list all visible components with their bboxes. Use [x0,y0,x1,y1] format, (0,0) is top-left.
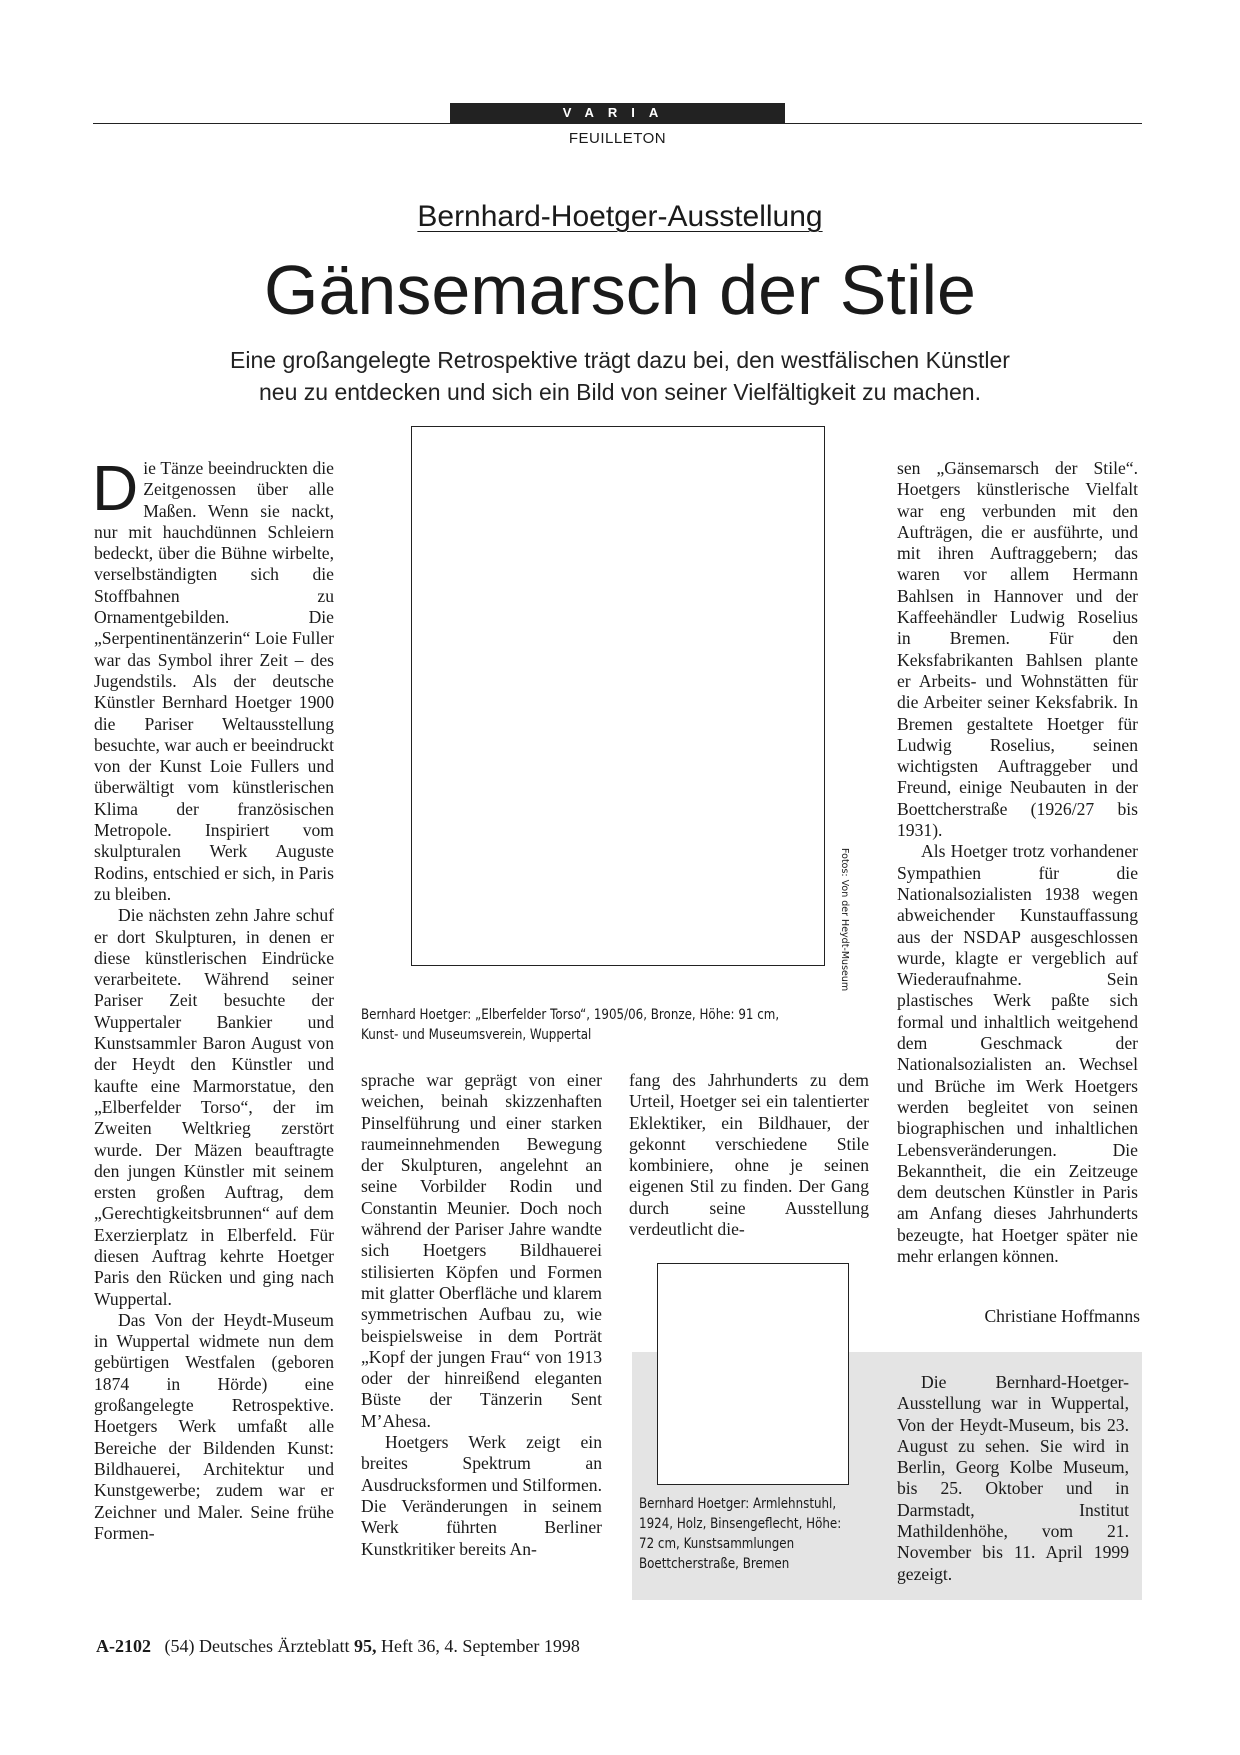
journal-volume: 95, [353,1636,377,1656]
article-headline: Gänsemarsch der Stile [264,251,976,329]
dek-line-1: Eine großangelegte Retrospektive trägt dazu bei, den westfälischen Künstler [230,347,1010,373]
figure-armlehnstuhl [657,1263,849,1485]
info-box-text [897,1372,1129,1585]
page-footer [96,1636,580,1657]
column-1 [92,452,334,1544]
photo-credit: Fotos: Von der Heydt-Museum [839,848,850,992]
author-byline: Christiane Hoffmanns [984,1306,1140,1326]
paragraph: Hoetgers Werk zeigt ein breites Spektrum an Ausdrucksformen und Stilformen. Die Veränderungen in seinem Werk führten Berliner Kunstkritiker bereits An- [361,1432,602,1559]
journal-issue: Heft 36, 4. September 1998 [380,1636,580,1656]
kicker-text: Bernhard-Hoetger-Ausstellung [417,200,823,233]
section-label: VARIA [450,103,785,123]
subsection-label: FEUILLETON [568,130,667,147]
article-dek [150,344,1090,408]
article-kicker [0,200,1240,234]
paragraph: Als Hoetger trotz vorhandener Sympathien für die Nationalsozialisten 1938 wegen abweichender Kunstauffassung aus der NSDAP ausgeschlossen wurde, klagte er vergeblich auf Wiederaufnahme. Sein plastisches Werk paßte sich formal und inhaltlich weitgehend dem Geschmack der Nationalsozialisten an. Wechsel und Brüche im Werk Hoetgers werden begleitet von seinen biographischen und inhaltlichen Lebensveränderungen. Die Bekanntheit, die ein Zeitzeuge dem deutschen Künstler in Paris am Anfang dieses Jahrhunderts bezeugte, hat Hoetger später nie mehr erlangen können. [897,841,1138,1266]
dek-line-2: neu zu entdecken und sich ein Bild von seiner Vielfältigkeit zu machen. [259,379,981,405]
journal-name: Deutsches Ärzteblatt [199,1636,350,1656]
paragraph [92,452,334,905]
figure-2-caption: Bernhard Hoetger: Armlehnstuhl, 1924, Holz, Binsengeflecht, Höhe: 72 cm, Kunstsammlungen Boettcherstraße, Bremen [639,1496,842,1572]
figure-1-caption: Bernhard Hoetger: „Elberfelder Torso“, 1905/06, Bronze, Höhe: 91 cm, Kunst- und Museumsverein, Wuppertal [361,1007,780,1043]
figure-elberfelder-torso [411,426,825,966]
header-rule [93,123,1142,124]
paragraph: sen „Gänsemarsch der Stile“. Hoetgers künstlerische Vielfalt war eng verbunden mit den Aufträgen, die er ausführte, und mit ihren Auftraggebern; das waren vor allem Hermann Bahlsen in Hannover und der Kaffeehändler Ludwig Roselius in Bremen. Für den Keksfabrikanten Bahlsen plante er Arbeits- und Wohnstätten für die Arbeiter seiner Keksfabrik. In Bremen gestaltete Hoetger für Ludwig Roselius, seinen wichtigsten Auftraggeber und Freund, einige Neubauten in der Boettcherstraße (1926/27 bis 1931). [897,458,1138,841]
issue-page: (54) [164,1636,195,1656]
paragraph: sprache war geprägt von einer weichen, beinah skizzenhaften Pinselführung und einer starken raumeinnehmenden Bewegung der Skulpturen, angelehnt an seine Vorbilder Rodin und Constantin Meunier. Doch noch während der Pariser Jahre wandte sich Hoetgers Bildhauerei stilisierten Köpfen und Formen mit glatter Oberfläche und klarem symmetrischen Aufbau zu, wie beispielsweise in dem Porträt „Kopf der jungen Frau“ von 1913 oder der hinreißend eleganten Büste der Tänzerin Sent M’Ahesa. [361,1070,602,1431]
page-number: A-2102 [96,1636,151,1656]
paragraph: Das Von der Heydt-Museum in Wuppertal widmete nun dem gebürtigen Westfalen (geboren 1874 in Hörde) eine großangelegte Retrospektive. Hoetgers Werk umfaßt alle Bereiche der Bildenden Kunst: Bildhauerei, Architektur und Kunstgewerbe; zudem war er Zeichner und Maler. Seine frühe Formen- [94,1309,334,1543]
paragraph: Die nächsten zehn Jahre schuf er dort Skulpturen, in denen er diese künstlerischen Eindrücke verarbeitete. Während seiner Pariser Zeit besuchte der Wuppertaler Bankier und Kunstsammler Baron August von der Heydt den Künstler und kaufte eine Marmorstatue, den „Elberfelder Torso“, der im Zweiten Weltkrieg zerstört wurde. Der Mäzen beauftragte den jungen Künstler mit seinem ersten großen Auftrag, dem „Gerechtigkeitsbrunnen“ auf dem Exerzierplatz in Elberfeld. Für diesen Auftrag kehrte Hoetger Paris den Rücken und ging nach Wuppertal. [94,905,334,1309]
drop-cap: D [92,452,139,524]
column-4 [897,458,1138,1267]
paragraph: fang des Jahrhunderts zu dem Urteil, Hoetger sei ein talentierter Eklektiker, ein Bildhauer, der gekonnt verschiedene Stile kombiniere, ohne je seinen eigenen Stil zu finden. Der Gang durch seine Ausstellung verdeutlicht die- [629,1070,869,1240]
paragraph: Die Bernhard-Hoetger-Ausstellung war in Wuppertal, Von der Heydt-Museum, bis 23. August zu sehen. Sie wird in Berlin, Georg Kolbe Museum, bis 25. Oktober und in Darmstadt, Institut Mathildenhöhe, vom 21. November bis 11. April 1999 gezeigt. [897,1372,1129,1584]
column-3 [629,1070,869,1240]
paragraph-text: ie Tänze beeindruckten die Zeitgenossen über alle Maßen. Wenn sie nackt, nur mit hauchdünnen Schleiern bedeckt, über die Bühne wirbelte, verselbständigten sich die Stoffbahnen zu Ornamentgebilden. Die „Serpentinentänzerin“ Loie Fuller war das Symbol ihrer Zeit – des Jugendstils. Als der deutsche Künstler Bernhard Hoetger 1900 die Pariser Weltausstellung besuchte, war auch er beeindruckt von der Kunst Loie Fullers und überwältigt vom künstlerischen Klima der französischen Metropole. Inspiriert vom skulpturalen Werk Auguste Rodins, entschied er sich, in Paris zu bleiben. [94,458,334,904]
column-2 [361,1070,602,1560]
